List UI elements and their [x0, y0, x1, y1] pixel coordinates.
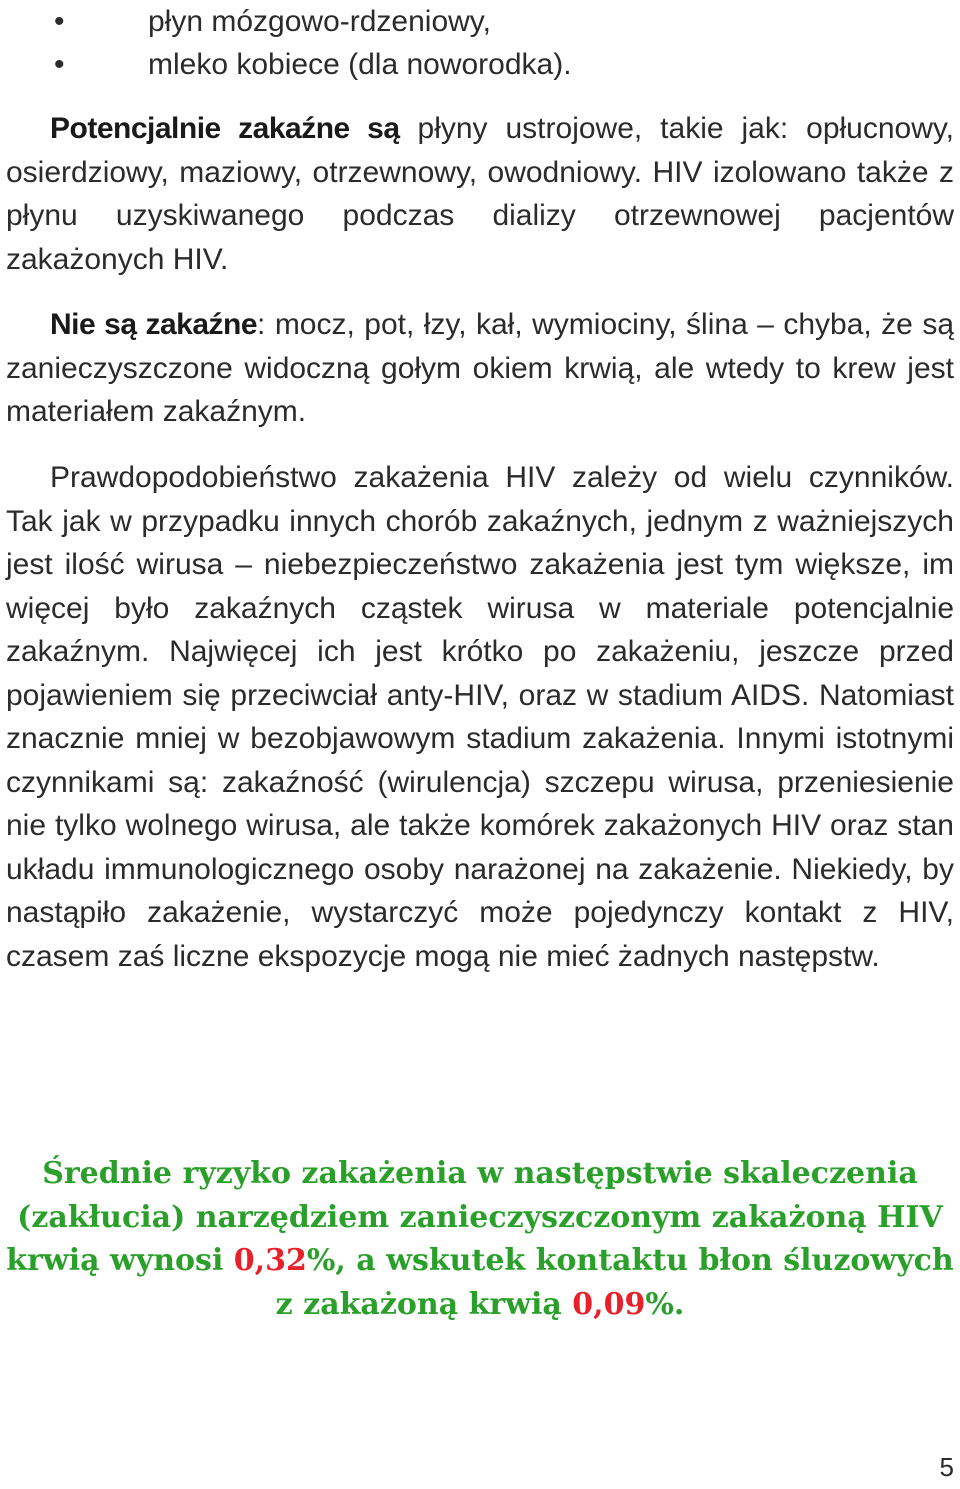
highlight-text: %. [645, 1286, 685, 1322]
paragraph-potentially-infectious [6, 107, 954, 281]
risk-value-mucosa: 0,09 [572, 1286, 646, 1322]
paragraph-text: : mocz, pot, łzy, kał, wymiociny, ślina – chyba, że są zanieczyszczone widoczną gołym okiem krwią, ale wtedy to krew jest materiałem zakaźnym. [6, 308, 954, 428]
risk-value-injury: 0,32 [233, 1243, 307, 1278]
paragraph-text: płyny ustrojowe, takie jak: opłucnowy, osierdziowy, maziowy, otrzewnowy, owodniowy. HIV izolowano także z płynu uzyskiwanego podczas dializy otrzewnowej pacjentów zakażonych HIV. [6, 112, 954, 276]
bullet-marker: • [54, 5, 65, 38]
list-item [6, 0, 572, 43]
paragraph-lead: Potencjalnie zakaźne są [50, 112, 400, 145]
paragraph-infection-probability [6, 456, 954, 978]
list-item-text: płyn mózgowo-rdzeniowy, [148, 5, 491, 38]
list-item-text: mleko kobiece (dla noworodka). [148, 48, 572, 81]
paragraph-not-infectious [6, 303, 954, 434]
highlight-text: Średnie ryzyko zakażenia w następstwie skaleczenia (zakłucia) narzędziem zanieczyszczonym zakażoną HIV krwią wynosi [6, 1156, 943, 1278]
fluid-list [6, 0, 572, 86]
list-item [6, 43, 572, 86]
risk-highlight [6, 1152, 954, 1326]
bullet-marker: • [54, 48, 65, 81]
paragraph-text: Prawdopodobieństwo zakażenia HIV zależy od wielu czynników. Tak jak w przypadku innych chorób zakaźnych, jednym z ważniejszych jest ilość wirusa – niebezpieczeństwo zakażenia jest tym większe, im więcej było zakaźnych cząstek wirusa w materiale potencjalnie zakaźnym. Najwięcej ich jest krótko po zakażeniu, jeszcze przed pojawieniem się przeciwciał anty-HIV, oraz w stadium AIDS. Natomiast znacznie mniej w bezobjawowym stadium zakażenia. Innymi istotnymi czynnikami są: zakaźność (wirulencja) szczepu wirusa, przeniesienie nie tylko wolnego wirusa, ale także komórek zakażonych HIV oraz stan układu immunologicznego osoby narażonej na zakażenie. Niekiedy, by nastąpiło zakażenie, wystarczyć może pojedynczy kontakt z HIV, czasem zaś liczne ekspozycje mogą nie mieć żadnych następstw. [6, 461, 954, 973]
highlight-text: %, a wskutek kontaktu błon śluzowych z zakażoną krwią [275, 1243, 954, 1322]
paragraph-lead: Nie są zakaźne [50, 308, 258, 341]
page-number: 5 [939, 1452, 954, 1482]
